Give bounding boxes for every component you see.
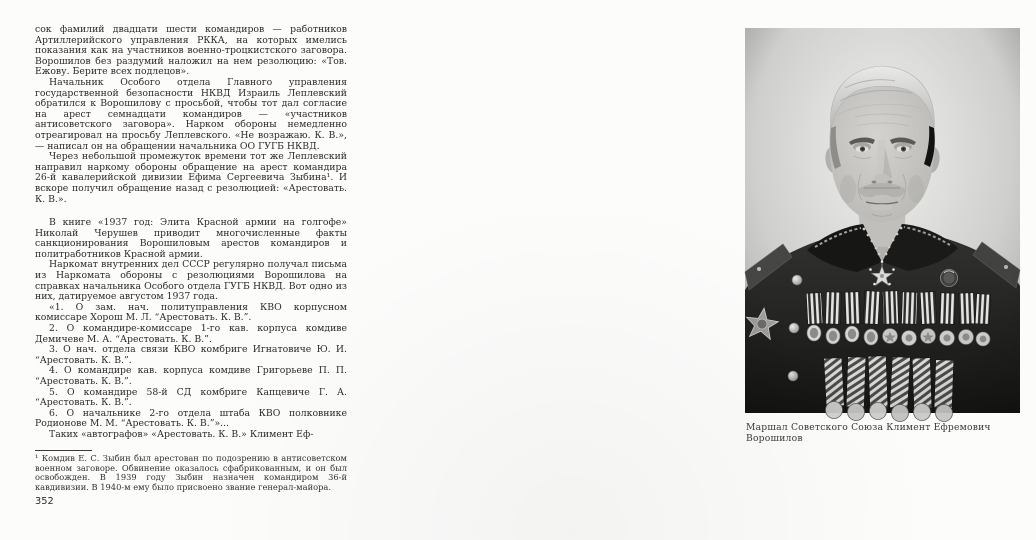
footnote-text: ¹ Комдив Е. С. Зыбин был арестован по подозрению в антисоветском военном заговоре. Обвинение оказалось сфабрикованным, и он был освобожден. В 1939 году Зыбин назначен командиром 36-й кавдивизии. В 1940-м ему было присвоено звание генерал-майора. (35, 453, 347, 493)
paragraph: Через небольшой промежуток времени тот же Леплевский направил наркому обороны обращение на арест командира 26-й кавалерийской дивизии Ефима Сергеевича Зыбина¹. И вскоре получил обращение назад с резолюцией: «Арестовать. К. В.». (35, 151, 347, 205)
footnote-separator-rule (35, 450, 92, 451)
right-page (360, 0, 991, 540)
voroshilov-portrait-photo (745, 28, 1020, 413)
paragraph: Наркомат внутренних дел СССР регулярно получал письма из Наркомата обороны с резолюциями Ворошилова на справках начальника Особого отдела ГУГБ НКВД. Вот одно из них, датируемое августом 1937 года. (35, 259, 347, 303)
paragraph: Начальник Особого отдела Главного управления государственной безопасности НКВД Израиль Леплевский обратился к Ворошилову с просьбой, чтобы тот дал согласие на арест семнадцати командиров — «участников антисоветского заговора». Нарком обороны немедленно отреагировал на просьбу Леплевского. «Не возражаю. К. В.», — написал он на обращении начальника ОО ГУГБ НКВД. (35, 76, 347, 152)
paragraph: сок фамилий двадцати шести командиров — работников Артиллерийского управления РККА, на которых имелись показания как на участников военно-троцкистского заговора. Ворошилов без раздумий наложил на нем резолюцию: «Тов. Ежову. Берите всех подлецов». (35, 24, 347, 78)
list-item-6: 6. О начальнике 2-го отдела штаба КВО полковнике Родионове М. М. “Арестовать. К. В.”»... (35, 407, 347, 430)
list-item-1: «1. О зам. нач. политуправления КВО корпусном комиссаре Хорош М. Л. “Арестовать. К. В.”. (35, 301, 347, 324)
body-text-column (35, 25, 347, 449)
list-item-4: 4. О командире кав. корпуса комдиве Григорьеве П. П. “Арестовать. К. В.”. (35, 365, 347, 387)
page-number: 352 (35, 496, 54, 507)
photo-caption: Маршал Советского Союза Климент Ефремович Ворошилов (746, 422, 991, 444)
footnote-block (35, 450, 347, 493)
list-item-5: 5. О командире 58-й СД комбриге Капцевиче Г. А. “Арестовать. К. В.”. (35, 386, 347, 409)
left-page (0, 0, 360, 540)
paragraph: Таких «автографов» «Арестовать. К. В.» Климент Еф- (49, 428, 314, 440)
list-item-3: 3. О нач. отдела связи КВО комбриге Игнатовиче Ю. И. “Арестовать. К. В.”. (35, 344, 347, 366)
paragraph: В книге «1937 год: Элита Красной армии на голгофе» Николай Черушев приводит многочисленные факты санкционирования Ворошиловым арестов командиров и политработников Красной армии. (35, 217, 347, 260)
list-item-2: 2. О командире-комиссаре 1-го кав. корпуса комдиве Демичеве М. А. “Арестовать. К. В.”. (35, 323, 347, 345)
portrait-illustration (745, 28, 1020, 413)
